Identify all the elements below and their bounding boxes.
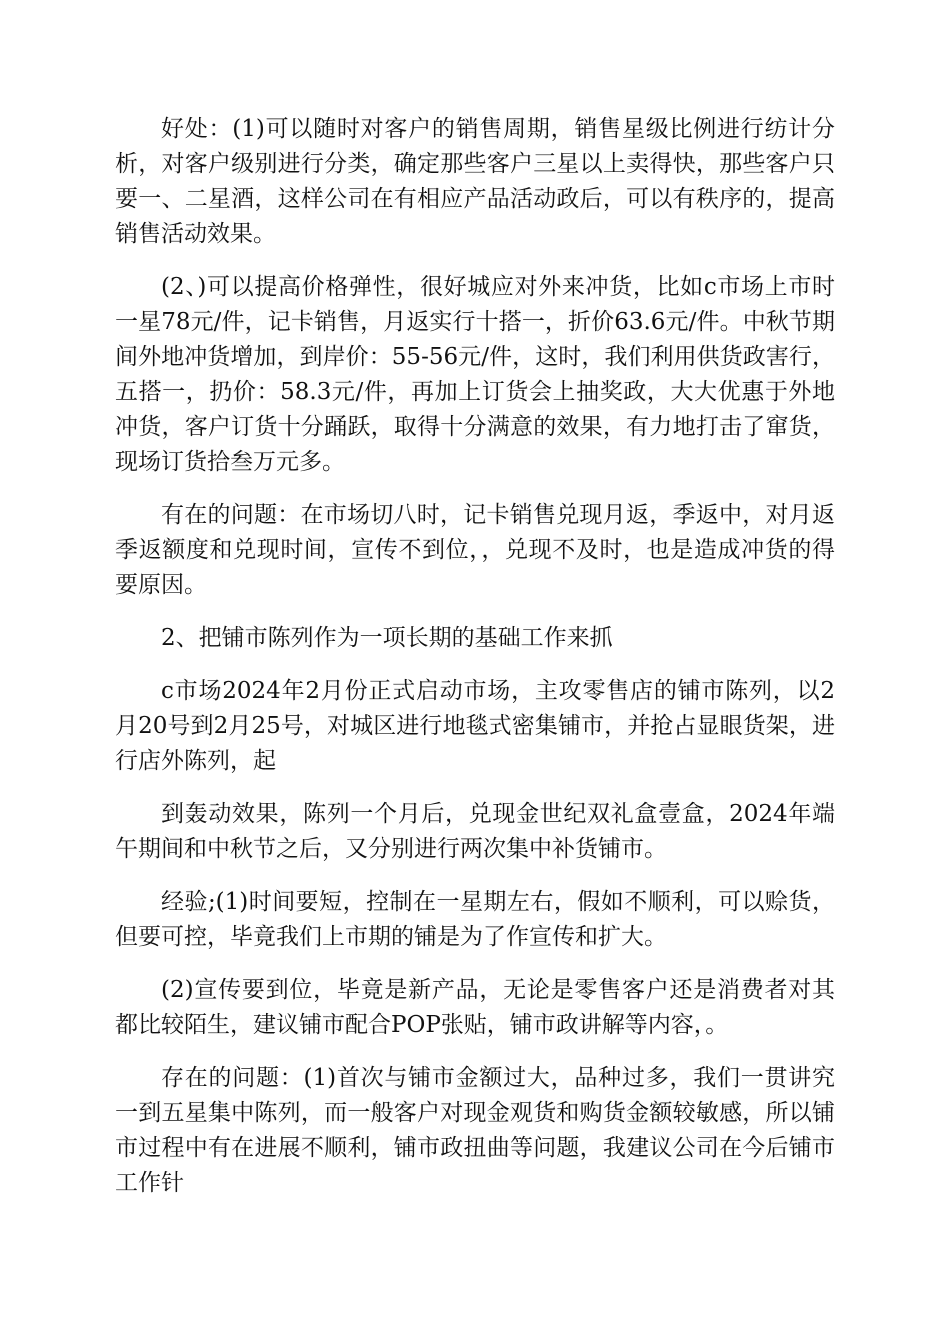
paragraph-problems-shop: 存在的问题：(1)首次与铺市金额过大，品种过多，我们一贯讲究一到五星集中陈列，而一般客户对现金观货和购货金额较敏感，所以铺市过程中有在进展不顺利，铺市政扭曲等问题，我建议公司在今后铺市工作针 (115, 1065, 835, 1196)
paragraph-market-launch: c市场2024年2月份正式启动市场，主攻零售店的铺市陈列，以2月20号到2月25号，对城区进行地毯式密集铺市，并抢占显眼货架，进行店外陈列，起 (115, 678, 835, 774)
paragraph-price-elasticity: (2、)可以提高价格弹性，很好城应对外来冲货，比如c市场上市时一星78元/件，记卡销售，月返实行十搭一，折价63.6元/件。中秋节期间外地冲货增加，到岸价：55-56元/件，这时，我们利用供货政害行，五搭一，扔价：58.3元/件，再加上订货会上抽奖政，大大优惠于外地冲货，客户订货十分踊跃，取得十分满意的效果，有力地打击了窜货，现场订货拾叁万元多。 (115, 274, 835, 475)
paragraph-experience-1: 经验;(1)时间要短，控制在一星期左右，假如不顺利，可以赊货，但要可控，毕竟我们上市期的铺是为了作宣传和扩大。 (115, 889, 835, 950)
paragraph-experience-2: (2)宣传要到位，毕竟是新产品，无论是零售客户还是消费者对其都比较陌生，建议铺市配合POP张贴，铺市政讲解等内容，。 (115, 977, 835, 1038)
document-page (115, 112, 835, 1219)
paragraph-display-effect: 到轰动效果，陈列一个月后，兑现金世纪双礼盒壹盒，2024年端午期间和中秋节之后，又分别进行两次集中补货铺市。 (115, 801, 835, 862)
paragraph-existing-problems: 有在的问题：在市场切八时，记卡销售兑现月返，季返中，对月返季返额度和兑现时间，宣传不到位，，兑现不及时，也是造成冲货的得要原因。 (115, 502, 835, 598)
section-heading-shop-display: 2、把铺市陈列作为一项长期的基础工作来抓 (161, 625, 613, 651)
paragraph-benefits: 好处：(1)可以随时对客户的销售周期，销售星级比例进行纺计分析，对客户级别进行分类，确定那些客户三星以上卖得快，那些客户只要一、二星酒，这样公司在有相应产品活动政后，可以有秩序的，提高销售活动效果。 (115, 116, 835, 247)
